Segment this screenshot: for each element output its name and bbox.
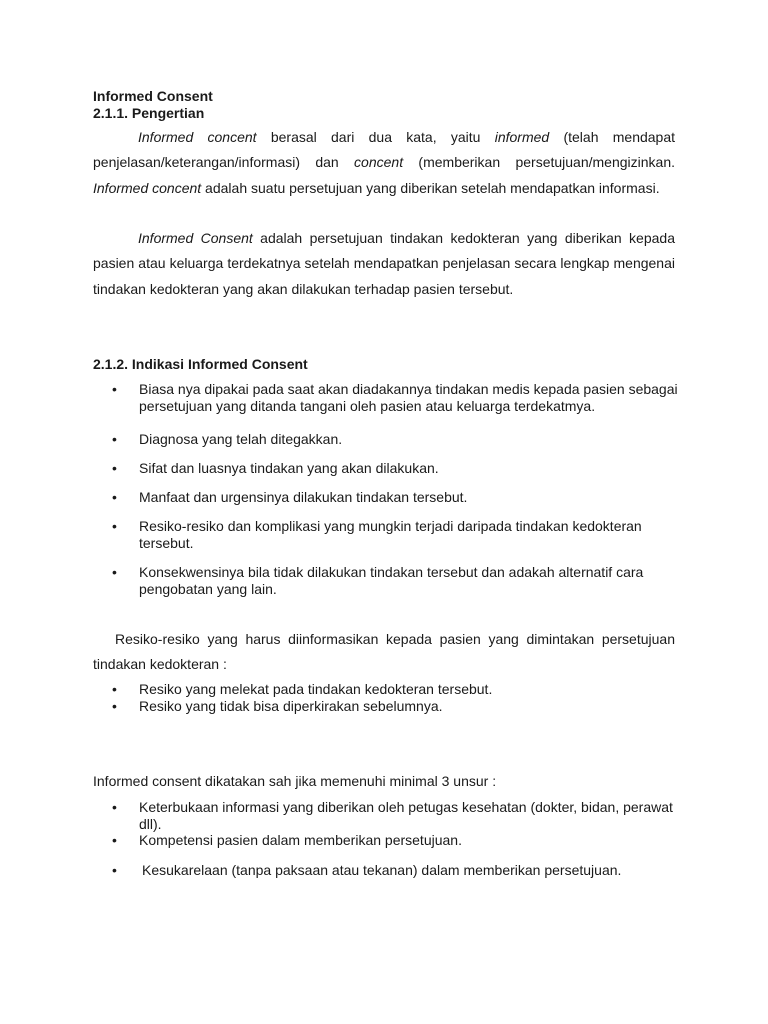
paragraph-syarat-intro: Informed consent dikatakan sah jika memenuhi minimal 3 unsur : bbox=[93, 773, 497, 789]
bullet-icon: • bbox=[112, 698, 117, 714]
paragraph-pengertian-2: Informed Consent adalah persetujuan tindakan kedokteran yang diberikan kepada pasien atau keluarga terdekatnya setelah mendapatkan penjelasan secara lengkap mengenai tindakan kedokteran yang akan dilakukan terhadap pasien tersebut. bbox=[93, 230, 675, 297]
section-heading-pengertian: 2.1.1. Pengertian bbox=[93, 105, 205, 121]
bullet-icon: • bbox=[112, 460, 117, 476]
paragraph-pengertian-1: Informed concent berasal dari dua kata, yaitu informed (telah mendapat penjelasan/keterangan/informasi) dan concent (memberikan persetujuan/mengizinkan. Informed concent adalah suatu persetujuan yang diberikan setelah mendapatkan informasi. bbox=[93, 129, 676, 196]
bullet-icon: • bbox=[112, 681, 117, 697]
bullet-icon: • bbox=[112, 832, 117, 848]
document-title: Informed Consent bbox=[93, 88, 213, 104]
bullet-icon: • bbox=[112, 799, 117, 815]
bullet-icon: • bbox=[112, 431, 117, 447]
bullet-icon: • bbox=[112, 564, 117, 580]
bullet-icon: • bbox=[112, 489, 117, 505]
paragraph-risks-intro: Resiko-resiko yang harus diinformasikan kepada pasien yang dimintakan persetujuan tindakan kedokteran : bbox=[93, 631, 675, 673]
bullet-icon: • bbox=[112, 862, 117, 878]
section-heading-indikasi: 2.1.2. Indikasi Informed Consent bbox=[93, 356, 308, 372]
document-page: Informed Consent 2.1.1. Pengertian Informed concent berasal dari dua kata, yaitu informed (telah mendapat penjelasan/keterangan/informasi) dan concent (memberikan persetujuan/mengizinkan. Informed concent adalah suatu persetujuan yang diberikan setelah mendapatkan informasi. Informed Consent adalah persetujuan tindakan kedokteran yang diberikan kepada pasien atau keluarga terdekatnya setelah mendapatkan penjelasan secara lengkap mengenai tindakan kedokteran yang akan dilakukan terhadap pasien tersebut. 2.1.2. Indikasi Informed Consent • Biasa nya dipakai pada saat akan diadakannya tindakan medis kepada pasien sebagai persetujuan yang ditanda tangani oleh pasien atau keluarga terdekatmya. • Diagnosa yang telah ditegakkan. • Sifat dan luasnya tindakan yang akan dilakukan. • Manfaat dan urgensinya dilakukan tindakan tersebut. • Resiko-resiko dan komplikasi yang mungkin terjadi daripada tindakan kedokteran tersebut. • Konsekwensinya bila tidak dilakukan tindakan tersebut dan adakah alternatif cara pengobatan yang lain. Resiko-resiko yang harus diinformasikan kepada pasien yang dimintakan persetujuan tindakan kedokteran : • Resiko yang melekat pada tindakan kedokteran tersebut. • Resiko yang tidak bisa diperkirakan sebelumnya. Informed consent dikatakan sah jika memenuhi minimal 3 unsur : • Keterbukaan informasi yang diberikan oleh petugas kesehatan (dokter, bidan, perawat dll). • Kompetensi pasien dalam memberikan persetujuan. • Kesukarelaan (tanpa paksaan atau tekanan) dalam memberikan persetujuan. bbox=[93, 88, 678, 878]
bullet-icon: • bbox=[112, 518, 117, 534]
bullet-icon: • bbox=[112, 381, 117, 397]
